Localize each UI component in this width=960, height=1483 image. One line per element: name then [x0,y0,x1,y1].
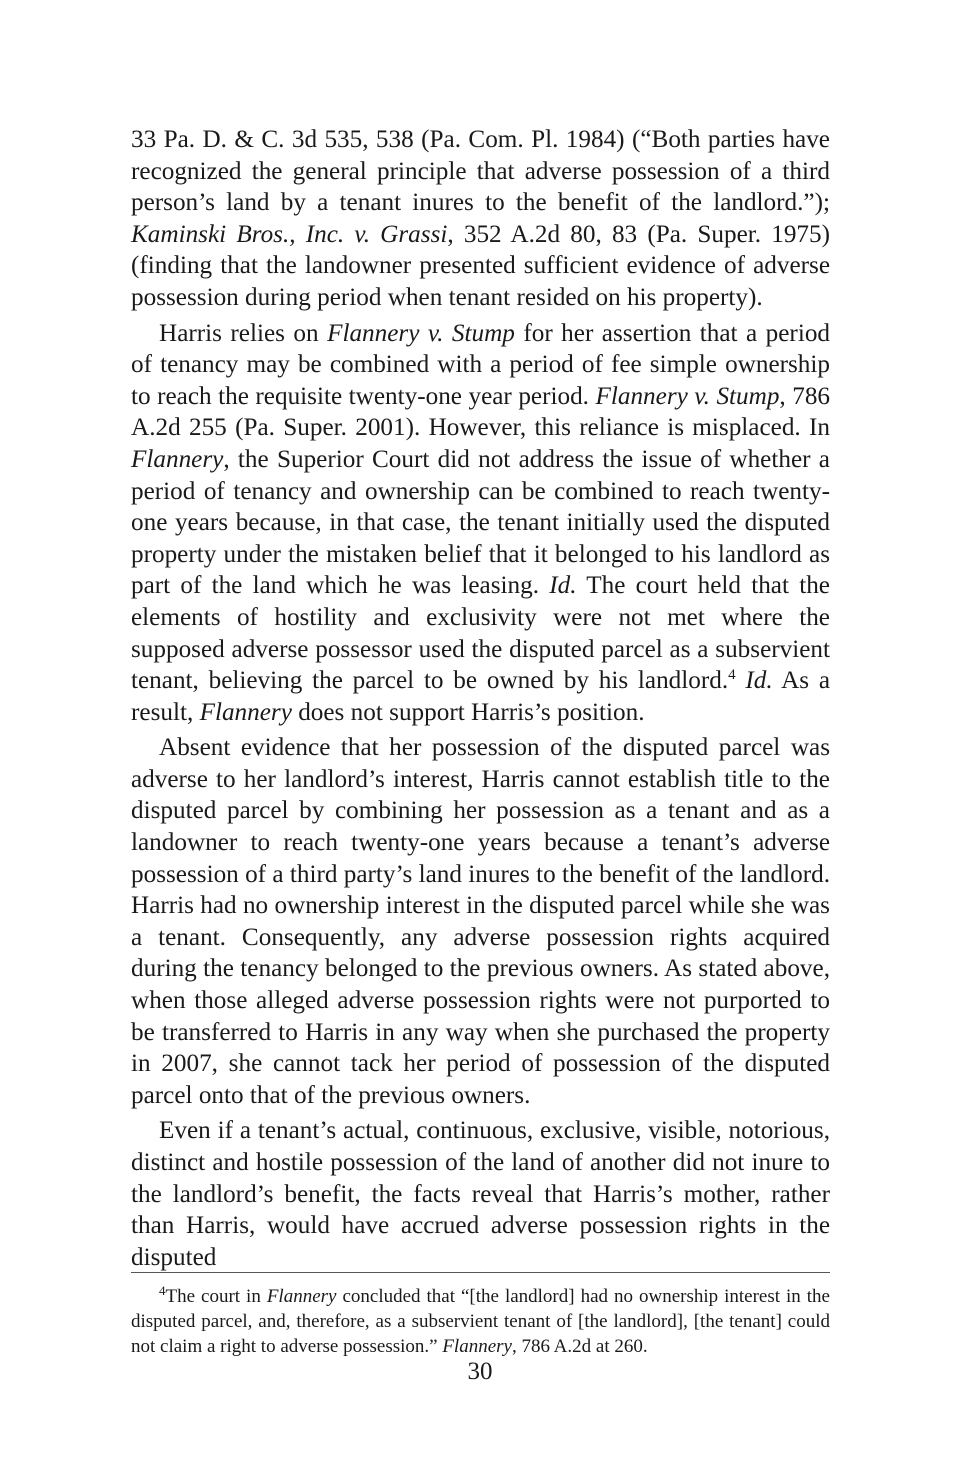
id-citation: Id. [745,667,773,695]
paragraph-1-text: 33 Pa. D. & C. 3d 535, 538 (Pa. Com. Pl. 1984) (“Both parties have recognized the general principle that adverse possession of a third person’s land by a tenant inures to the benefit of the landlord.”); [131,126,830,217]
case-citation: Flannery [199,698,292,726]
footnote-number: 4 [159,1283,166,1298]
footnote-text: , 786 A.2d at 260. [511,1336,648,1357]
case-citation: Flannery v. Stump [595,382,780,410]
paragraph-4: Even if a tenant’s actual, continuous, exclusive, visible, notorious, distinct and hostile possession of the land of another did not inure to the landlord’s benefit, the facts reveal that Harris’s mother, rather than Harris, would have accrued adverse possession rights in the disputed [131,1117,830,1271]
case-citation: Flannery [442,1336,512,1357]
footnote-text: concluded that “[the landlord] had no ownership interest in the disputed parcel, and, therefore, as a subservient tenant of [the landlord], [the tenant] could not claim a right to adverse possession.” [131,1286,830,1357]
paragraph-1 [131,124,830,314]
paragraph-3: Absent evidence that her possession of the disputed parcel was adverse to her landlord’s interest, Harris cannot establish title to the disputed parcel by combining her possession as a tenant and as a landowner to reach twenty-one years because a tenant’s adverse possession of a third party’s land inures to the benefit of the landlord. Harris had no ownership interest in the disputed parcel while she was a tenant. Consequently, any adverse possession rights acquired during the tenancy belonged to the previous owners. As stated above, when those alleged adverse possession rights were not purported to be transferred to Harris in any way when she purchased the property in 2007, she cannot tack her period of possession of the disputed parcel onto that of the previous owners. [131,734,830,1109]
case-citation: Flannery v. Stump [327,319,515,347]
paragraph-2-text: The court held that the elements of hostility and exclusivity were not met where the supposed adverse possessor used the disputed parcel as a subservient tenant, believing the parcel to be owned by his landlord. [131,572,830,695]
paragraph-2-text: for her assertion that a period of tenancy may be combined with a period of fee simple ownership to reach the requisite twenty-one year period. [131,319,831,410]
paragraph-2-text: As a result, [131,667,831,726]
case-citation: Flannery [266,1286,337,1307]
footnote-4 [131,1284,830,1359]
footnote-reference: 4 [728,667,736,684]
paragraph-2-text: , 786 A.2d 255 (Pa. Super. 2001). However, this reliance is misplaced. In [131,382,831,442]
case-citation: Kaminski Bros., Inc. v. Grassi [131,220,448,248]
footnote-text: The court in [165,1286,267,1307]
id-citation: Id. [549,572,577,600]
paragraph-2-text: Harris relies on [159,319,328,347]
footnote-divider [131,1272,830,1273]
paragraph-2-text: , the Superior Court did not address the issue of whether a period of tenancy and ownership can be combined to reach twenty-one years because, in that case, the tenant initially used the disputed property under the mistaken belief that it belonged to his landlord as part of the land which he was leasing. [131,445,830,600]
paragraph-2 [131,318,830,729]
page-number: 30 [467,1358,493,1385]
paragraph-2-text [736,667,746,694]
paragraph-2-text: does not support Harris’s position. [291,698,645,726]
opinion-body [131,124,830,1277]
paragraph-1-text: , 352 A.2d 80, 83 (Pa. Super. 1975) (finding that the landowner presented sufficient evidence of adverse possession during period when tenant resided on his property). [131,220,830,311]
case-citation: Flannery [131,445,224,473]
